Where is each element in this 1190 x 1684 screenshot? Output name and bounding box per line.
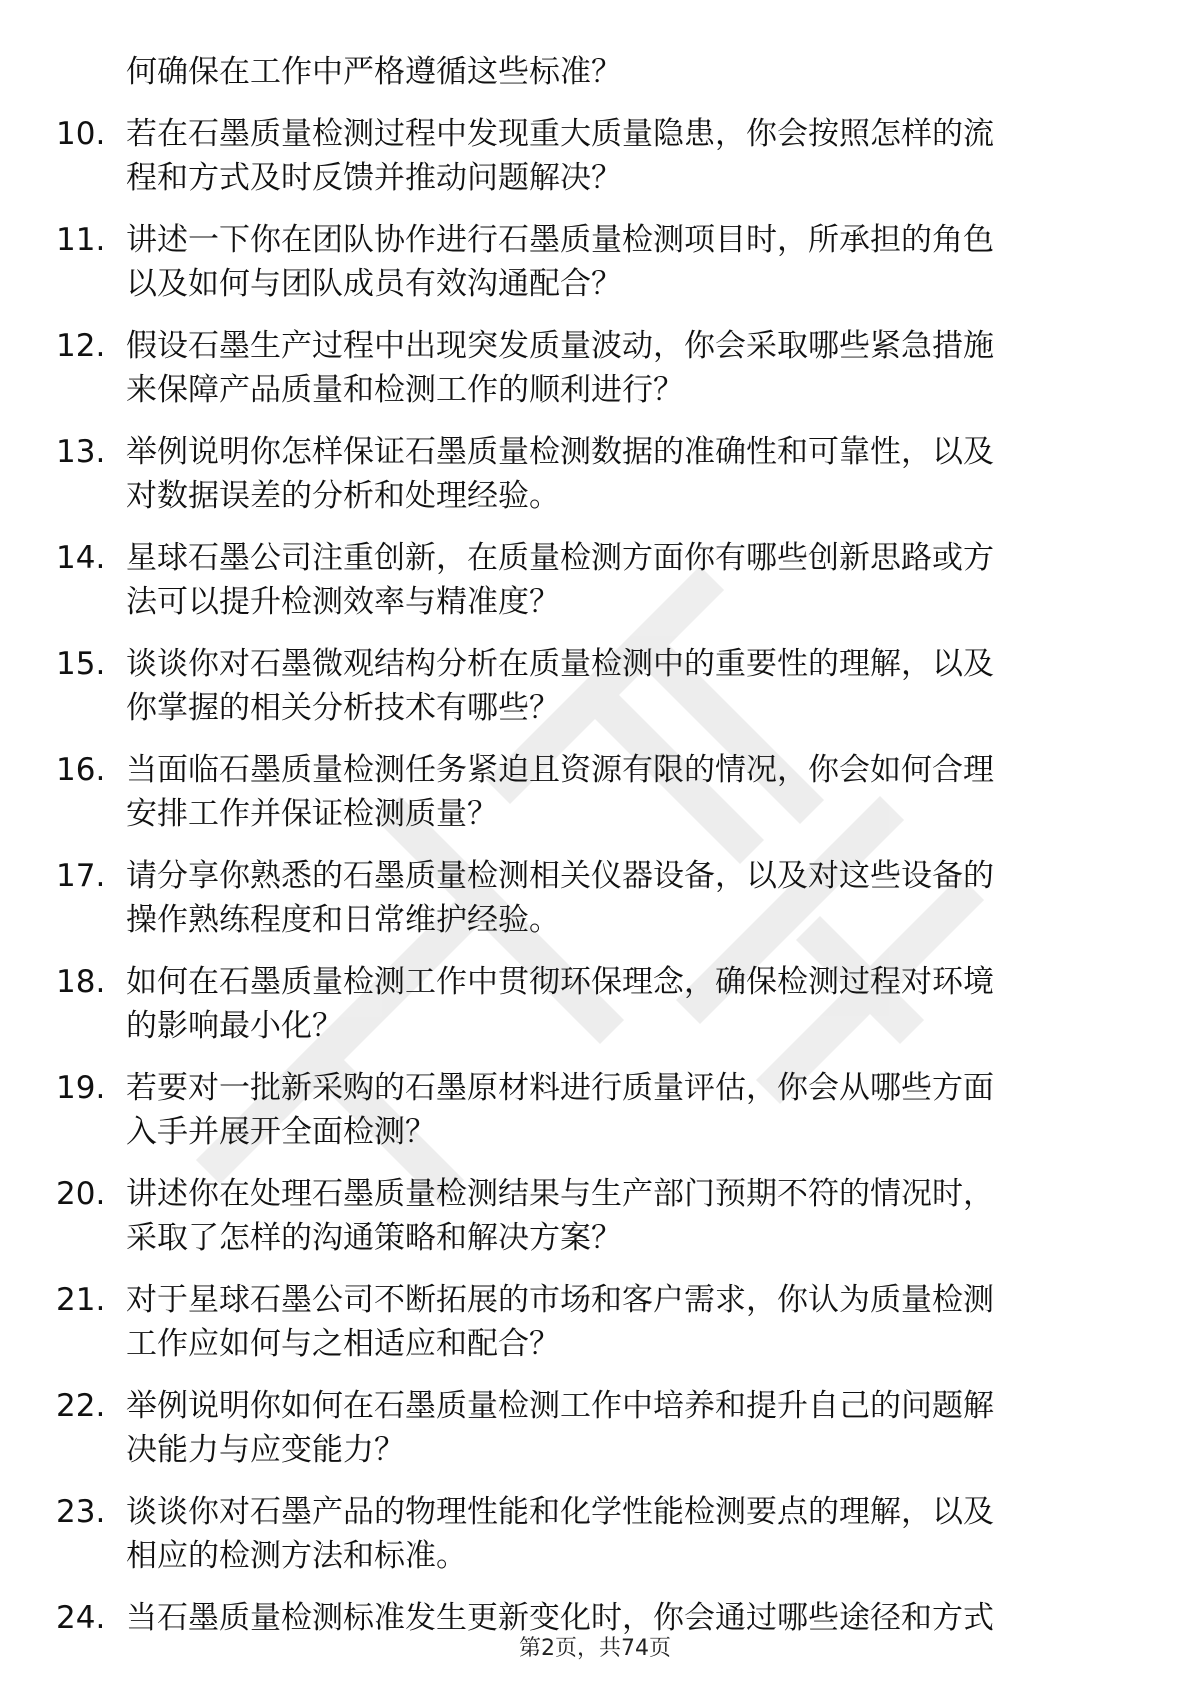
item-number: 24. (56, 1600, 106, 1636)
item-number: 15. (56, 646, 106, 682)
item-number: 10. (56, 116, 106, 152)
item-text-line: 如何在石墨质量检测工作中贯彻环保理念，确保检测过程对环境 (126, 964, 994, 1000)
item-text (126, 854, 1116, 942)
item-text-line: 讲述一下你在团队协作进行石墨质量检测项目时，所承担的角色 (126, 222, 994, 258)
item-text (126, 1384, 1116, 1472)
list-item (0, 430, 1190, 518)
item-text-line: 你掌握的相关分析技术有哪些？ (126, 690, 560, 726)
item-number: 12. (56, 328, 106, 364)
list-item (0, 112, 1190, 200)
item-text-line: 工作应如何与之相适应和配合？ (126, 1326, 560, 1362)
item-number: 11. (56, 222, 106, 258)
list-item (0, 960, 1190, 1048)
item-text (126, 748, 1116, 836)
list-item (0, 536, 1190, 624)
item-text-line: 谈谈你对石墨微观结构分析在质量检测中的重要性的理解，以及 (126, 646, 994, 682)
question-list (0, 112, 1190, 1640)
list-item (0, 854, 1190, 942)
item-text-line: 谈谈你对石墨产品的物理性能和化学性能检测要点的理解，以及 (126, 1494, 994, 1530)
list-item (0, 1490, 1190, 1578)
item-text (126, 112, 1116, 200)
list-item (0, 748, 1190, 836)
continuation-text: 何确保在工作中严格遵循这些标准？ (126, 54, 622, 90)
item-text-line: 安排工作并保证检测质量？ (126, 796, 498, 832)
item-number: 17. (56, 858, 106, 894)
list-item (0, 642, 1190, 730)
item-text-line: 讲述你在处理石墨质量检测结果与生产部门预期不符的情况时， (126, 1176, 994, 1212)
item-text-line: 入手并展开全面检测？ (126, 1114, 436, 1150)
item-text-line: 举例说明你如何在石墨质量检测工作中培养和提升自己的问题解 (126, 1388, 994, 1424)
list-item (0, 218, 1190, 306)
item-text-line: 以及如何与团队成员有效沟通配合？ (126, 266, 622, 302)
item-text (126, 536, 1116, 624)
item-text (126, 960, 1116, 1048)
item-number: 16. (56, 752, 106, 788)
item-text-line: 若要对一批新采购的石墨原材料进行质量评估，你会从哪些方面 (126, 1070, 994, 1106)
item-number: 14. (56, 540, 106, 576)
list-item (0, 1066, 1190, 1154)
item-text-line: 请分享你熟悉的石墨质量检测相关仪器设备，以及对这些设备的 (126, 858, 994, 894)
item-text-line: 星球石墨公司注重创新，在质量检测方面你有哪些创新思路或方 (126, 540, 994, 576)
list-item (0, 1278, 1190, 1366)
item-number: 23. (56, 1494, 106, 1530)
item-text (126, 1278, 1116, 1366)
item-text-line: 对数据误差的分析和处理经验。 (126, 478, 560, 514)
item-text (126, 218, 1116, 306)
item-text-line: 当面临石墨质量检测任务紧迫且资源有限的情况，你会如何合理 (126, 752, 994, 788)
item-text-line: 程和方式及时反馈并推动问题解决？ (126, 160, 622, 196)
item-text (126, 1066, 1116, 1154)
question-content (0, 50, 1190, 1640)
item-number: 18. (56, 964, 106, 1000)
list-item (0, 324, 1190, 412)
item-text-line: 采取了怎样的沟通策略和解决方案？ (126, 1220, 622, 1256)
item-text-line: 当石墨质量检测标准发生更新变化时，你会通过哪些途径和方式 (126, 1600, 994, 1636)
item-text-line: 举例说明你怎样保证石墨质量检测数据的准确性和可靠性，以及 (126, 434, 994, 470)
item-number: 21. (56, 1282, 106, 1318)
item-text-line: 假设石墨生产过程中出现突发质量波动，你会采取哪些紧急措施 (126, 328, 994, 364)
item-text (126, 1172, 1116, 1260)
list-item (0, 1172, 1190, 1260)
list-item (0, 1384, 1190, 1472)
item-text-line: 法可以提升检测效率与精准度？ (126, 584, 560, 620)
item-text-line: 的影响最小化？ (126, 1008, 343, 1044)
item-number: 22. (56, 1388, 106, 1424)
item-text (126, 1490, 1116, 1578)
item-number: 19. (56, 1070, 106, 1106)
item-text (126, 642, 1116, 730)
item-text-line: 若在石墨质量检测过程中发现重大质量隐患，你会按照怎样的流 (126, 116, 994, 152)
item-text-line: 对于星球石墨公司不断拓展的市场和客户需求，你认为质量检测 (126, 1282, 994, 1318)
item-text-line: 决能力与应变能力？ (126, 1432, 405, 1468)
page-footer: 第2页，共74页 (519, 1636, 671, 1661)
item-text-line: 来保障产品质量和检测工作的顺利进行？ (126, 372, 684, 408)
item-number: 20. (56, 1176, 106, 1212)
item-text-line: 操作熟练程度和日常维护经验。 (126, 902, 560, 938)
item-number: 13. (56, 434, 106, 470)
item-text-line: 相应的检测方法和标准。 (126, 1538, 467, 1574)
item-text (126, 430, 1116, 518)
item-text (126, 324, 1116, 412)
